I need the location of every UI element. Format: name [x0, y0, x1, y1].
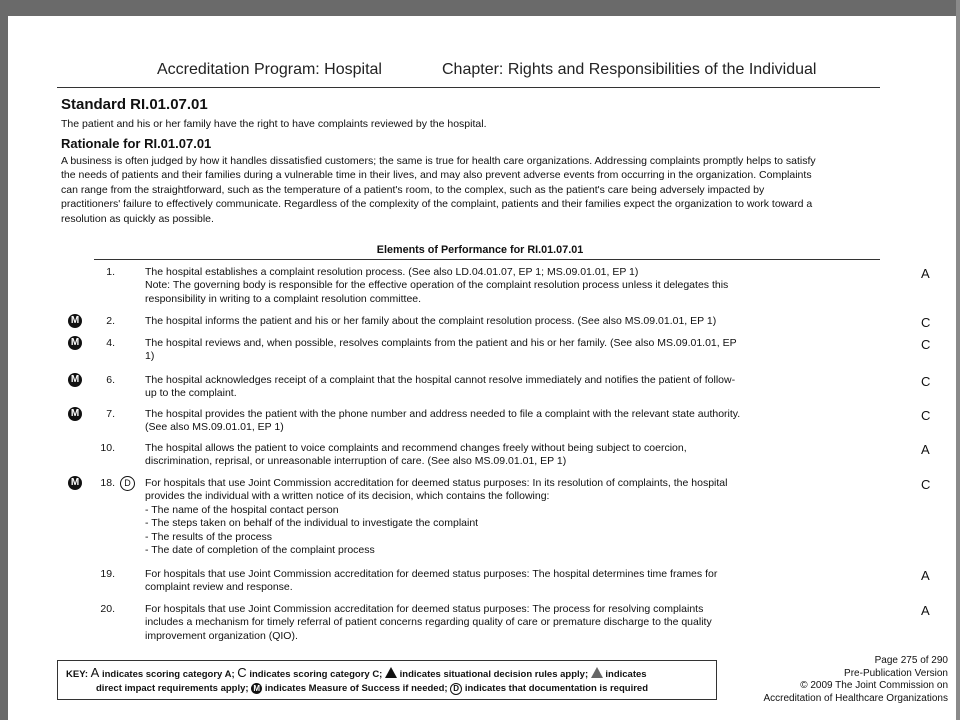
eop-text-line: provides the individual with a written notice of its decision, which contains the following:: [145, 490, 550, 503]
chapter-title: Chapter: Rights and Responsibilities of the Individual: [442, 61, 817, 78]
direct-impact-text-1: indicates: [605, 669, 647, 680]
eop-text-line: The hospital acknowledges receipt of a complaint that the hospital cannot resolve immediately and notifies the patient of follow-: [145, 374, 736, 386]
eop-text: [145, 374, 857, 401]
eop-text-line: - The date of completion of the complaint process: [145, 544, 375, 557]
eop-text: [145, 408, 857, 435]
scoring-category: A: [921, 603, 930, 618]
measure-of-success-icon: M: [68, 476, 82, 490]
key-line-2: [66, 682, 708, 696]
eop-title: Elements of Performance for RI.01.07.01: [376, 244, 584, 256]
measure-of-success-icon: M: [68, 373, 82, 387]
scoring-category: A: [921, 266, 930, 281]
eop-number: 19.: [100, 568, 115, 580]
scoring-category: C: [921, 315, 931, 330]
eop-number: 1.: [106, 266, 115, 278]
eop-text-line: - The results of the process: [145, 530, 273, 543]
measure-text: indicates Measure of Success if needed;: [264, 683, 448, 694]
warning-triangle-icon: [385, 667, 397, 678]
program-title: Accreditation Program: Hospital: [157, 61, 382, 78]
eop-text-line: - The name of the hospital contact person: [145, 503, 339, 516]
eop-text: [145, 266, 857, 306]
eop-text: [145, 603, 857, 643]
eop-text-line: The hospital provides the patient with the phone number and address needed to file a complaint with the relevant state authority.: [145, 408, 741, 420]
direct-impact-triangle-icon: [591, 667, 603, 678]
scoring-category: C: [921, 477, 931, 492]
eop-text: [145, 477, 857, 557]
key-line-1: [66, 666, 708, 682]
eop-text-line: responsibility in writing to a complaint resolution committee.: [145, 292, 422, 305]
eop-number: 4.: [106, 337, 115, 349]
eop-number: 18.: [100, 477, 115, 489]
key-label: KEY:: [66, 669, 88, 680]
version-label: Pre-Publication Version: [844, 667, 948, 679]
direct-impact-text-2: direct impact requirements apply;: [96, 683, 249, 694]
eop-text-line: discrimination, reprisal, or unreasonable interruption of care. (See also MS.09.01.01, EP 1): [145, 455, 567, 468]
eop-text-line: improvement organization (QIO).: [145, 629, 298, 642]
viewer-right-border: [956, 0, 960, 720]
measure-of-success-icon: M: [68, 314, 82, 328]
measure-of-success-icon: M: [68, 336, 82, 350]
situational-text: indicates situational decision rules apply;: [399, 669, 589, 680]
copyright-line: © 2009 The Joint Commission on: [800, 680, 948, 691]
eop-text-line: up to the complaint.: [145, 387, 237, 400]
organization-line: Accreditation of Healthcare Organizations: [763, 692, 948, 704]
scoring-key: [57, 660, 717, 700]
eop-text-line: The hospital establishes a complaint resolution process. (See also LD.04.01.07, EP 1; MS.09.01.01, EP 1): [145, 266, 639, 278]
standard-title: Standard RI.01.07.01: [61, 96, 208, 113]
eop-text-line: For hospitals that use Joint Commission accreditation for deemed status purposes: In its resolution of complaints, the hospital: [145, 477, 728, 489]
eop-text: [145, 337, 857, 364]
rationale-text: A business is often judged by how it handles dissatisfied customers; the same is true for health care organizations. Addressing complaints promptly helps to satisfy the needs of patients and their families during a vulnerable time in their lives, and may also prevent adverse events from occurring in the organization. Complaints can range from the straightforward, such as the temperature of a patient's room, to the complex, such as the patient's care being adversely impacted by practitioners' failure to effectively communicate. Regardless of the complexity of the complaint, patients and their families expect the organization to work toward a resolution as quickly as possible.: [61, 155, 816, 225]
eop-text-line: The hospital allows the patient to voice complaints and recommend changes freely without being subject to coercion,: [145, 442, 687, 454]
scoring-category: A: [921, 442, 930, 457]
category-a-symbol: A: [90, 665, 100, 680]
eop-number: 7.: [106, 408, 115, 420]
documentation-text: indicates that documentation is required: [464, 683, 648, 694]
documentation-icon: D: [450, 683, 462, 695]
eop-text-line: - The steps taken on behalf of the individual to investigate the complaint: [145, 517, 479, 530]
scoring-category: C: [921, 408, 931, 423]
eop-text-line: For hospitals that use Joint Commission accreditation for deemed status purposes: The hospital determines time frames for: [145, 568, 718, 580]
eop-divider: [94, 259, 880, 260]
measure-of-success-icon: M: [251, 683, 262, 694]
eop-text-line: The hospital reviews and, when possible, resolves complaints from the patient and his or her family. (See also MS.09.01.01, EP: [145, 337, 737, 349]
scoring-category: A: [921, 568, 930, 583]
page-header: [157, 61, 817, 79]
eop-number: 6.: [106, 374, 115, 386]
header-divider: [57, 87, 880, 88]
eop-number: 2.: [106, 315, 115, 327]
eop-text-line: includes a mechanism for timely referral of patient concerns regarding quality of care or premature discharge to the quality: [145, 616, 712, 629]
standard-text: The patient and his or her family have the right to have complaints reviewed by the hospital.: [61, 118, 487, 130]
eop-text: [145, 442, 857, 469]
category-a-text: indicates scoring category A;: [101, 669, 235, 680]
eop-text: [145, 315, 857, 328]
page-footer: [763, 655, 948, 705]
eop-text-line: For hospitals that use Joint Commission accreditation for deemed status purposes: The process for resolving complaints: [145, 603, 704, 615]
documentation-icon: D: [120, 476, 135, 491]
eop-number: 20.: [100, 603, 115, 615]
category-c-text: indicates scoring category C;: [249, 669, 383, 680]
category-c-symbol: C: [237, 665, 247, 680]
eop-text: [145, 568, 857, 595]
eop-text-line: (See also MS.09.01.01, EP 1): [145, 421, 284, 434]
viewer-left-border: [0, 0, 8, 720]
eop-text-line: 1): [145, 350, 155, 363]
page-number: Page 275 of 290: [874, 655, 948, 666]
scoring-category: C: [921, 337, 931, 352]
measure-of-success-icon: M: [68, 407, 82, 421]
eop-text-line: The hospital informs the patient and his or her family about the complaint resolution process. (See also MS.09.01.01, EP 1): [145, 315, 717, 327]
viewer-top-border: [0, 0, 960, 16]
eop-text-line: complaint review and response.: [145, 581, 293, 594]
eop-text-line: Note: The governing body is responsible for the effective operation of the complaint resolution process unless it delegates this: [145, 279, 729, 292]
rationale-title: Rationale for RI.01.07.01: [61, 136, 212, 151]
eop-number: 10.: [100, 442, 115, 454]
scoring-category: C: [921, 374, 931, 389]
